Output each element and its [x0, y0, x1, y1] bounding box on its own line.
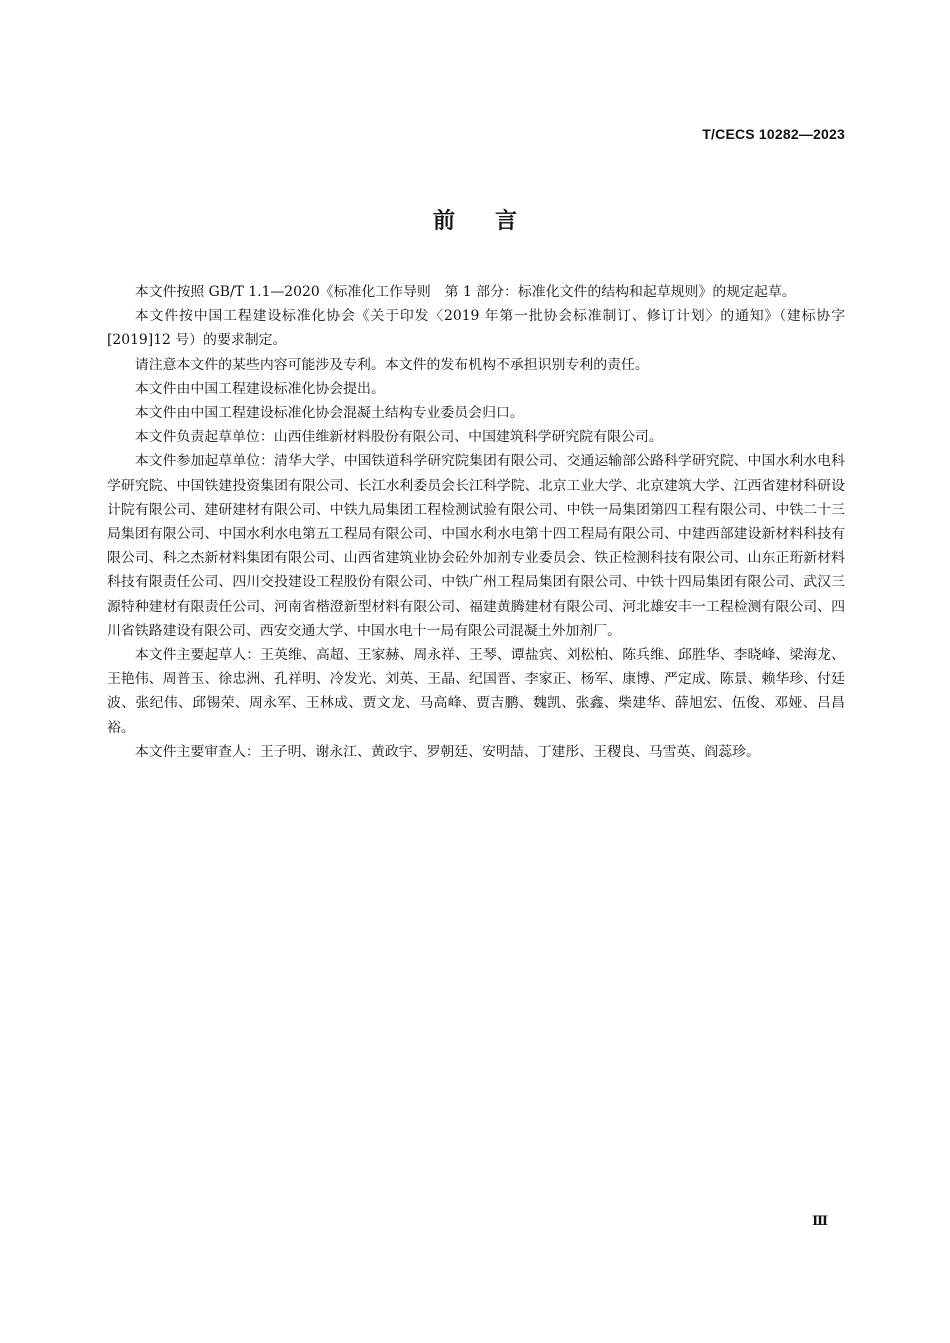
paragraph-plan-notice: 本文件按中国工程建设标准化协会《关于印发〈2019 年第一批协会标准制订、修订计划〉的通知》（建标协字[2019]12 号）的要求制定。 — [107, 308, 845, 349]
page-number: Ⅲ — [812, 1214, 828, 1229]
paragraph-main-drafters: 本文件主要起草人：王英维、高超、王家赫、周永祥、王琴、谭盐宾、刘松柏、陈兵维、邱胜华、李晓峰、梁海龙、王艳伟、周普玉、徐忠洲、孔祥明、冷发光、刘英、王晶、纪国晋、李家正、杨军、康博、严定成、陈景、赖华珍、付廷波、张纪伟、邱锡荣、周永军、王林成、贾文龙、马高峰、贾吉鹏、魏凯、张鑫、柴建华、薛旭宏、伍俊、邓娅、吕昌裕。 — [107, 647, 845, 736]
paragraph-lead-drafters: 本文件负责起草单位：山西佳维新材料股份有限公司、中国建筑科学研究院有限公司。 — [134, 429, 663, 446]
paragraph-patent-notice: 请注意本文件的某些内容可能涉及专利。本文件的发布机构不承担识别专利的责任。 — [134, 356, 649, 373]
paragraph-committee: 本文件由中国工程建设标准化协会混凝土结构专业委员会归口。 — [134, 405, 524, 422]
title-char-2: 言 — [495, 209, 518, 234]
paragraph-proposer: 本文件由中国工程建设标准化协会提出。 — [134, 380, 385, 397]
standard-code: T/CECS 10282—2023 — [702, 126, 845, 142]
paragraph-drafting-rules: 本文件按照 GB/T 1.1—2020《标准化工作导则 第 1 部分：标准化文件的结构和起草规则》的规定起草。 — [134, 284, 796, 300]
page-title — [0, 204, 950, 235]
paragraph-participating-units: 本文件参加起草单位：清华大学、中国铁道科学研究院集团有限公司、交通运输部公路科学研究院、中国水利水电科学研究院、中国铁建投资集团有限公司、长江水利委员会长江科学院、北京工业大学、北京建筑大学、江西省建材科研设计院有限公司、建研建材有限公司、中铁九局集团工程检测试验有限公司、中铁一局集团第四工程有限公司、中铁二十三局集团有限公司、中国水利水电第五工程局有限公司、中国水利水电第十四工程局有限公司、中建西部建设新材料科技有限公司、科之杰新材料集团有限公司、山西省建筑业协会砼外加剂专业委员会、铁正检测科技有限公司、山东正珩新材料科技有限责任公司、四川交投建设工程股份有限公司、中铁广州工程局集团有限公司、中铁十四局集团有限公司、武汉三源特种建材有限责任公司、河南省楷澄新型材料有限公司、福建黄腾建材有限公司、河北雄安丰一工程检测有限公司、四川省铁路建设有限公司、西安交通大学、中国水电十一局有限公司混凝土外加剂厂。 — [107, 453, 845, 639]
title-char-1: 前 — [432, 209, 455, 234]
paragraph-reviewers: 本文件主要审查人：王子明、谢永江、黄政宇、罗朝廷、安明喆、丁建彤、王稷良、马雪英、阎蕊珍。 — [134, 743, 760, 760]
foreword-body — [107, 280, 845, 764]
